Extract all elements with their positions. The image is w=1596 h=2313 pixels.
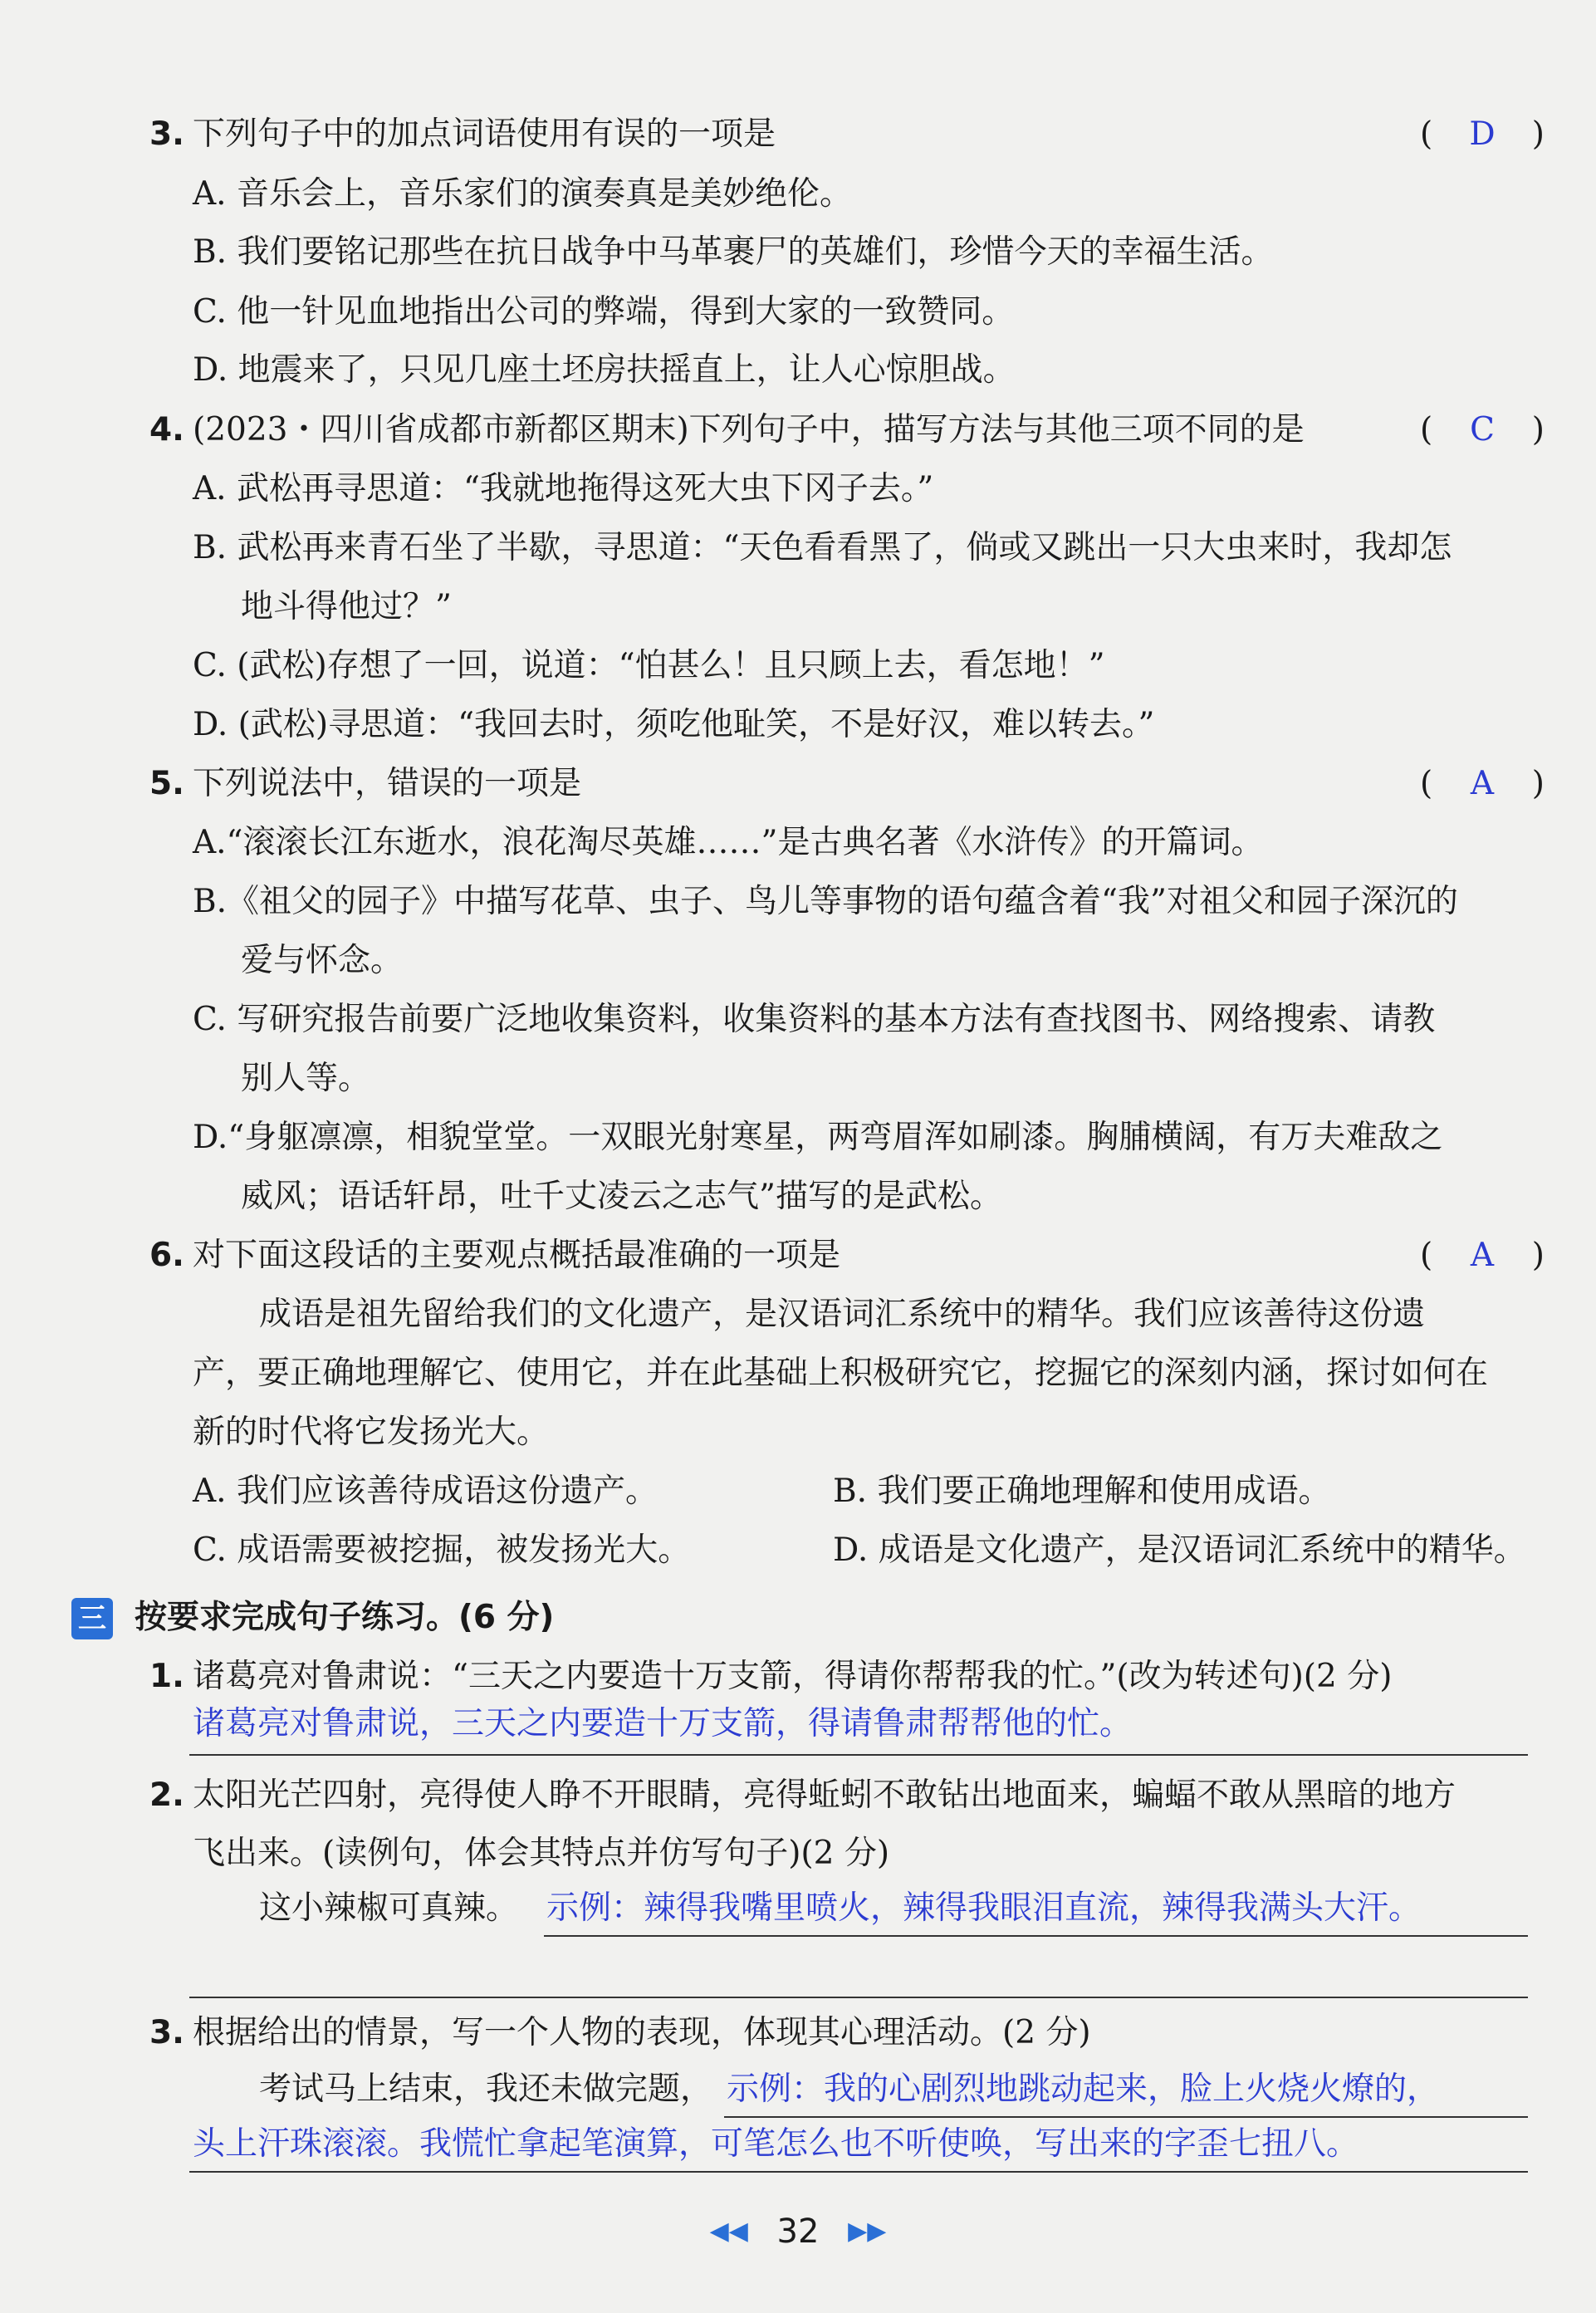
- q4-stem: (2023・四川省成都市新都区期末)下列句子中，描写方法与其他三项不同的是: [193, 411, 1305, 448]
- q5-option-c-cont: 别人等。: [241, 1060, 371, 1097]
- q4-option-d: D. (武松)寻思道：“我回去时，须吃他耻笑，不是好汉，难以转去。”: [193, 706, 1155, 743]
- s2-prompt: 这小辣椒可真辣。: [259, 1889, 519, 1927]
- s1-stem: 诸葛亮对鲁肃说：“三天之内要造十万支箭，得请你帮帮我的忙。”(改为转述句)(2 分): [193, 1658, 1393, 1695]
- q5-answer: A: [1470, 765, 1495, 802]
- q5-stem-line: 5. 下列说法中，错误的一项是 ( A ): [0, 754, 1596, 814]
- prev-arrows-icon: ◀◀: [709, 2217, 748, 2246]
- q3-stem: 下列句子中的加点词语使用有误的一项是: [193, 115, 776, 153]
- next-arrows-icon: ▶▶: [848, 2217, 887, 2246]
- q6-stem-line: 6. 对下面这段话的主要观点概括最准确的一项是 ( A ): [0, 1226, 1596, 1286]
- section-three-header: [71, 1588, 1483, 1648]
- q3-option-a: A. 音乐会上，音乐家们的演奏真是美妙绝伦。: [193, 175, 852, 213]
- q6-stem: 对下面这段话的主要观点概括最准确的一项是: [193, 1237, 841, 1274]
- q4-option-b: B. 武松再来青石坐了半歇，寻思道：“天色看看黑了，倘或又跳出一只大虫来时，我却怎: [193, 529, 1452, 566]
- q3-option-c: C. 他一针见血地指出公司的弊端，得到大家的一致赞同。: [193, 293, 1015, 331]
- q6-option-d: D. 成语是文化遗产，是汉语词汇系统中的精华。: [833, 1531, 1526, 1569]
- s1-number: 1.: [149, 1658, 184, 1695]
- q5-option-b: B.《祖父的园子》中描写花草、虫子、鸟儿等事物的语句蕴含着“我”对祖父和园子深沉的: [193, 883, 1458, 920]
- s2-answer-rule-2: [189, 1997, 1528, 1998]
- q4-option-c: C. (武松)存想了一回，说道：“怕甚么！且只顾上去，看怎地！”: [193, 647, 1105, 684]
- q5-option-d-cont: 威风；语话轩昂，吐千丈凌云之志气”描写的是武松。: [241, 1178, 1002, 1215]
- q3-option-d: D. 地震来了，只见几座土坯房扶摇直上，让人心惊胆战。: [193, 351, 1016, 389]
- q6-option-c: C. 成语需要被挖掘，被发扬光大。: [193, 1531, 691, 1569]
- s1-answer-line: [0, 1694, 1596, 1754]
- q6-number: 6.: [149, 1237, 184, 1274]
- s2-answer-line: [0, 1879, 1596, 1938]
- q5-option-b-cont: 爱与怀念。: [241, 942, 404, 979]
- q3-stem-line: 3. 下列句子中的加点词语使用有误的一项是 ( D ): [0, 105, 1596, 164]
- s2-stem-cont: 飞出来。(读例句，体会其特点并仿写句子)(2 分): [193, 1835, 890, 1872]
- s2-answer-rule-1: [544, 1935, 1528, 1937]
- s2-stem: 太阳光芒四射，亮得使人睁不开眼睛，亮得蚯蚓不敢钻出地面来，蝙蝠不敢从黑暗的地方: [193, 1776, 1456, 1814]
- q3-answer: D: [1469, 115, 1496, 153]
- s3-answer-rule-2: [189, 2171, 1528, 2173]
- s3-answer-line-1: [0, 2060, 1596, 2119]
- q4-option-a: A. 武松再寻思道：“我就地拖得这死大虫下冈子去。”: [193, 470, 934, 507]
- q6-option-a: A. 我们应该善待成语这份遗产。: [193, 1473, 658, 1510]
- q6-passage-line-2: 产，要正确地理解它、使用它，并在此基础上积极研究它，挖掘它的深刻内涵，探讨如何在: [193, 1355, 1489, 1392]
- s3-answer-line-2: [0, 2115, 1596, 2174]
- q4-stem-line: 4. (2023・四川省成都市新都区期末)下列句子中，描写方法与其他三项不同的是 ( C ): [0, 400, 1596, 460]
- s2-answer: 示例：辣得我嘴里喷火，辣得我眼泪直流，辣得我满头大汗。: [546, 1889, 1422, 1927]
- q5-stem: 下列说法中，错误的一项是: [193, 765, 582, 802]
- s3-number: 3.: [149, 2014, 184, 2051]
- q5-number: 5.: [149, 765, 184, 802]
- s3-answer-part-1: 示例：我的心剧烈地跳动起来，脸上火烧火燎的，: [727, 2070, 1440, 2108]
- q6-options-row-1: [0, 1462, 1596, 1522]
- page-number: 32: [776, 2213, 820, 2251]
- q6-options-row-2: [0, 1521, 1596, 1580]
- q4-number: 4.: [149, 411, 184, 448]
- q4-option-b-cont: 地斗得他过？”: [241, 588, 452, 625]
- q3-option-b: B. 我们要铭记那些在抗日战争中马革裹尸的英雄们，珍惜今天的幸福生活。: [193, 233, 1274, 271]
- s2-stem-line-2: [0, 1824, 1596, 1884]
- q5-option-a: A.“滚滚长江东逝水，浪花淘尽英雄……”是古典名著《水浒传》的开篇词。: [193, 824, 1264, 861]
- q5-option-c: C. 写研究报告前要广泛地收集资料，收集资料的基本方法有查找图书、网络搜索、请教: [193, 1001, 1436, 1038]
- page-footer: [0, 2201, 1596, 2259]
- q6-passage-line-3: 新的时代将它发扬光大。: [193, 1414, 550, 1451]
- s2-stem-line: [0, 1766, 1596, 1825]
- q4-answer: C: [1470, 411, 1495, 448]
- q6-option-b: B. 我们要正确地理解和使用成语。: [833, 1473, 1331, 1510]
- q3-number: 3.: [149, 115, 184, 153]
- q6-passage-line-1: 成语是祖先留给我们的文化遗产，是汉语词汇系统中的精华。我们应该善待这份遗: [259, 1296, 1426, 1333]
- s1-answer-rule: [189, 1754, 1528, 1756]
- q5-option-d: D.“身躯凛凛，相貌堂堂。一双眼光射寒星，两弯眉浑如刷漆。胸脯横阔，有万夫难敌之: [193, 1119, 1443, 1156]
- s2-number: 2.: [149, 1776, 184, 1814]
- s3-stem: 根据给出的情景，写一个人物的表现，体现其心理活动。(2 分): [193, 2014, 1091, 2051]
- s1-answer: 诸葛亮对鲁肃说，三天之内要造十万支箭，得请鲁肃帮帮他的忙。: [193, 1705, 1133, 1742]
- s3-prompt: 考试马上结束，我还未做完题，: [259, 2070, 713, 2108]
- section-badge: 三: [71, 1598, 113, 1639]
- s3-stem-line: [0, 2003, 1596, 2063]
- s3-answer-part-2: 头上汗珠滚滚。我慌忙拿起笔演算，可笔怎么也不听使唤，写出来的字歪七扭八。: [193, 2125, 1359, 2163]
- section-title: 按要求完成句子练习。(6 分): [135, 1599, 555, 1636]
- q6-answer: A: [1470, 1237, 1495, 1274]
